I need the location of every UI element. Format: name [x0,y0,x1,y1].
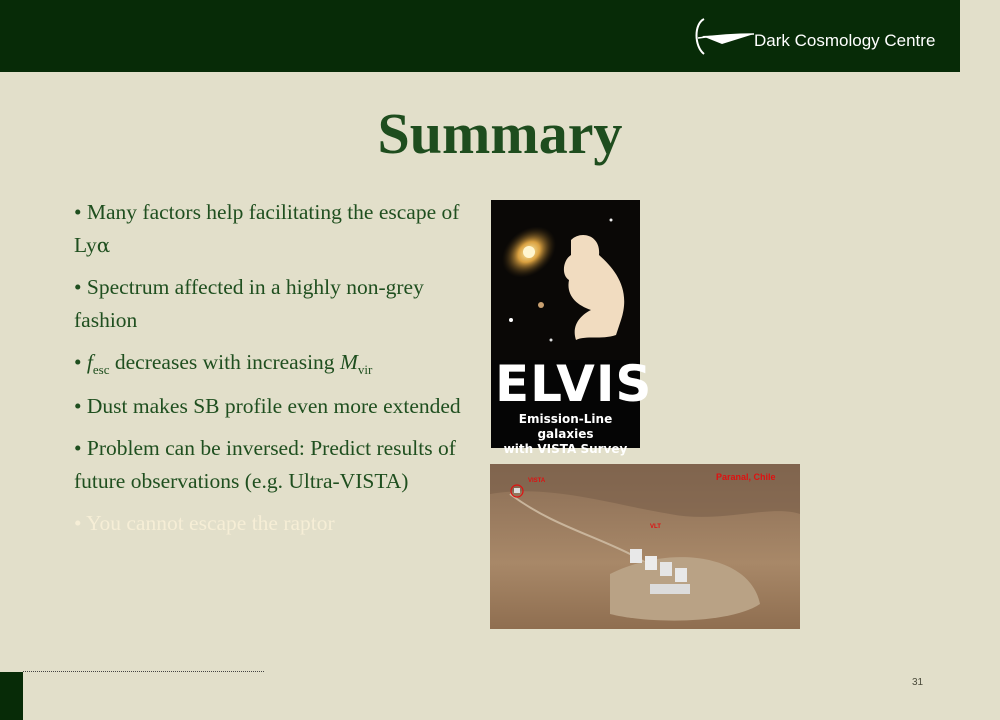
bullet-4: • Dust makes SB profile even more extended [74,394,461,418]
elvis-subtitle-line-2: with VISTA Survey [503,442,628,456]
esc-subscript: esc [92,362,110,377]
vir-subscript: vir [357,362,373,377]
observatory-landscape [490,464,800,629]
m-symbol: M [339,350,358,374]
header-bar [0,0,960,72]
elvis-image [491,200,653,456]
paranal-photo [490,464,800,629]
bullet-5: • Problem can be inversed: Predict results of future observations (e.g. Ultra-VISTA) [74,436,456,493]
slide-title: Summary [377,101,623,166]
bullet-3-text: decreases with increasing [109,350,340,374]
footer-divider [23,671,264,672]
vista-label: VISTA [528,478,546,484]
elvis-subtitle [491,412,640,457]
bullet-6: • You cannot escape the raptor [74,511,335,535]
bullet-3 [74,346,474,386]
bullet-1 [74,196,474,262]
bullet-3-marker: • [74,350,87,374]
footer-block [0,672,23,720]
logo-text: Dark Cosmology Centre [754,31,936,50]
elvis-subtitle-line-1: Emission-Line galaxies [518,412,613,441]
dark-cosmology-centre-logo [692,14,942,60]
f-symbol: f [86,350,93,374]
bullet-1-text: • Many factors help facilitating the escape of Ly [74,200,460,257]
page-number: 31 [912,677,924,688]
elvis-title: ELVIS [495,355,653,413]
comet-icon [692,14,762,60]
vlt-label: VLT [650,524,661,530]
alpha-symbol: α [96,233,111,257]
bullet-2: • Spectrum affected in a highly non-grey fashion [74,275,424,332]
paranal-label: Paranal, Chile [716,472,776,482]
bullet-list [74,196,474,549]
